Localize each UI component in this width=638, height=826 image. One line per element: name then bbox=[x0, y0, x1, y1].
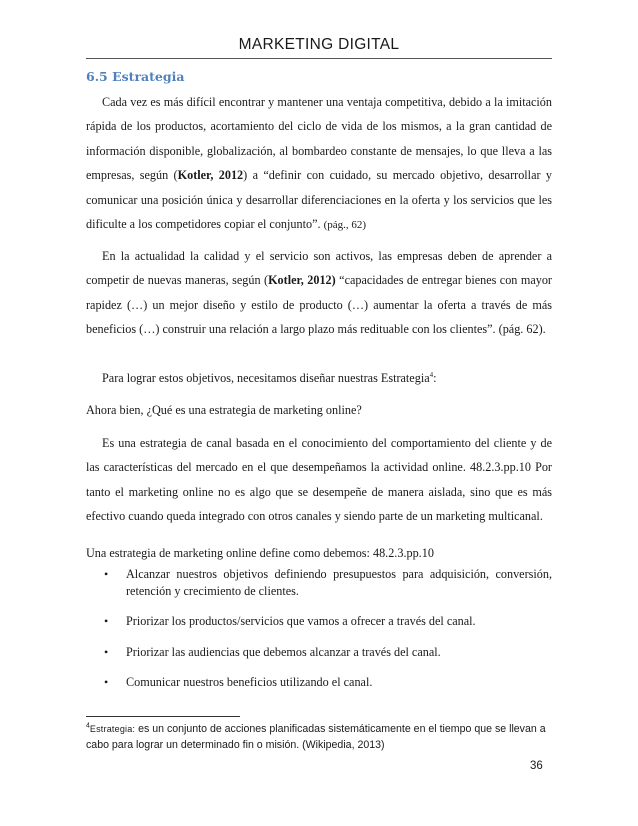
paragraph-intro-list: Una estrategia de marketing online define como debemos: 48.2.3.pp.10 bbox=[86, 546, 434, 560]
footnote-term: Estrategia: bbox=[89, 724, 136, 734]
list-item-text: Priorizar los productos/servicios que vamos a ofrecer a través del canal. bbox=[126, 614, 476, 628]
list-item bbox=[86, 566, 552, 599]
footnote-text: es un conjunto de acciones planificadas sistemáticamente en el tiempo que se llevan a cabo para lograr un determinado fin o misión. (Wikipedia, 2013) bbox=[86, 723, 546, 751]
bullet-icon: • bbox=[104, 644, 109, 659]
footnote-divider bbox=[86, 716, 240, 717]
list-item-text: Priorizar las audiencias que debemos alcanzar a través del canal. bbox=[126, 644, 441, 659]
paragraph-2-text-a: En la actualidad la calidad y el servicio son activos, las empresas deben de aprender a competir de nuevas maneras, según ( bbox=[86, 249, 552, 288]
page-number: 36 bbox=[530, 760, 543, 772]
list-item-text: Alcanzar nuestros objetivos definiendo presupuestos para adquisición, conversión, retención y crecimiento de clientes. bbox=[126, 567, 552, 598]
citation: Kotler, 2012 bbox=[177, 168, 244, 183]
section-heading: 6.5 Estrategia bbox=[86, 69, 185, 84]
paragraph-question: Ahora bien, ¿Qué es una estrategia de marketing online? bbox=[86, 403, 362, 417]
list-item-text: Comunicar nuestros beneficios utilizando el canal. bbox=[126, 675, 373, 689]
bullet-icon: • bbox=[104, 567, 109, 581]
paragraph-1-text-b: ) a “definir con cuidado, su mercado objetivo, desarrollar y comunicar una posición única y desarrollar diferenciaciones en la oferta y los servicios que les dificulte a los competidores copiar el conjunto”. bbox=[86, 168, 553, 232]
paragraph-definition: Es una estrategia de canal basada en el conocimiento del comportamiento del cliente y de las características del mercado en el que desempeñamos la actividad online. 48.2.3.pp.10 Por tanto el marketing online no es algo que se desempeñe de manera aislada, sino que es más efectivo cuando queda integrado con otros canales y siendo parte de un marketing multicanal. bbox=[86, 436, 552, 524]
running-header: MARKETING DIGITAL bbox=[238, 36, 400, 53]
list-item bbox=[86, 674, 552, 691]
paragraph-2 bbox=[86, 244, 552, 342]
list-item bbox=[86, 644, 552, 661]
paragraph-1 bbox=[86, 90, 552, 237]
strategy-list bbox=[86, 566, 552, 705]
paragraph-1-text-a: Cada vez es más difícil encontrar y mantener una ventaja competitiva, debido a la imitación rápida de los productos, acortamiento del ciclo de vida de los mismos, a la gran cantidad de información disponible, globalización, al bombardeo constante de mensajes, lo que lleva a las empresas, según ( bbox=[86, 95, 552, 183]
page-reference: (pág., 62) bbox=[323, 219, 367, 232]
header-divider bbox=[86, 58, 552, 59]
paragraph-3-text: Para lograr estos objetivos, necesitamos diseñar nuestras Estrategia bbox=[102, 371, 430, 385]
citation: Kotler, 2012) bbox=[268, 273, 336, 288]
paragraph-2-text-b: “capacidades de entregar bienes con mayor rapidez (…) un mejor diseño y estilo de producto (…) aumentar la oferta a través de más beneficios (…) construir una relación a largo plazo más redituable con los clientes”. (pág. 62). bbox=[86, 273, 552, 337]
footnote bbox=[86, 721, 552, 753]
bullet-icon: • bbox=[104, 614, 109, 628]
paragraph-3-tail: : bbox=[433, 371, 437, 385]
footnote-marker: 4 bbox=[429, 370, 434, 379]
footnote-number: 4 bbox=[86, 722, 90, 730]
list-item bbox=[86, 613, 552, 630]
paragraph-3 bbox=[86, 366, 552, 390]
bullet-icon: • bbox=[104, 675, 109, 689]
